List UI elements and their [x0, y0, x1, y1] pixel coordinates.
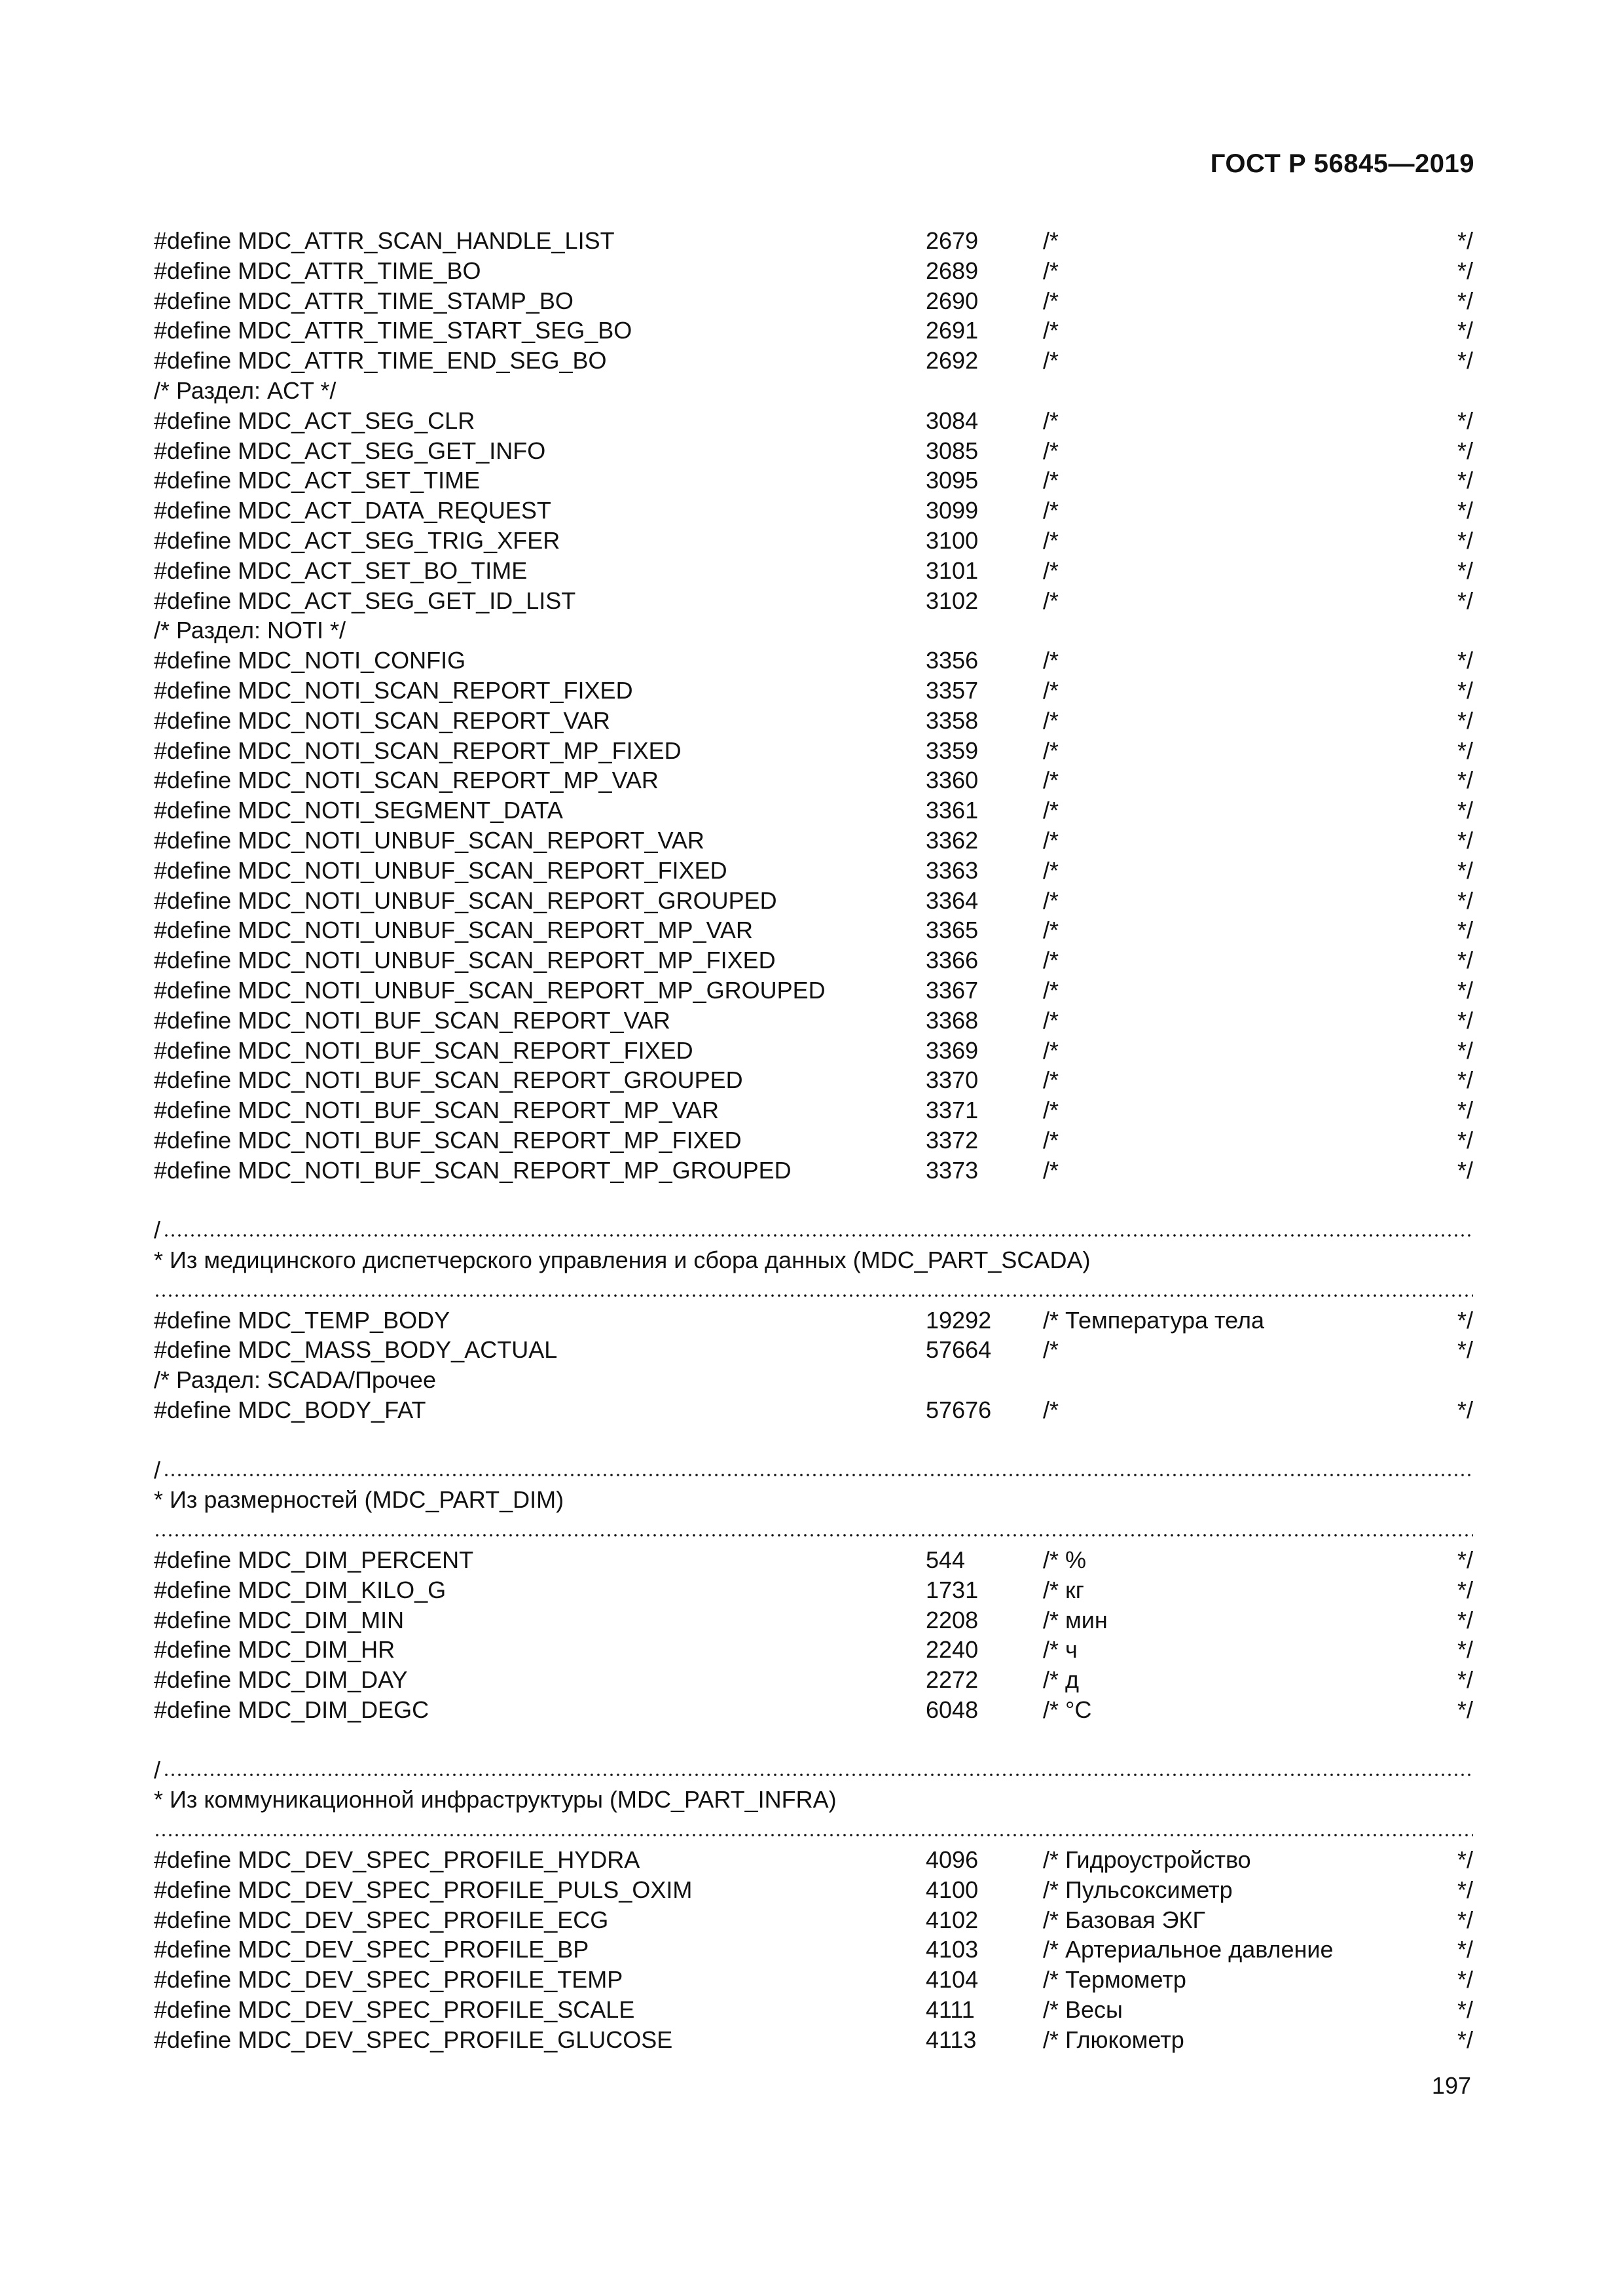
define-name: #define MDC_NOTI_BUF_SCAN_REPORT_VAR: [154, 1006, 670, 1034]
define-row: [154, 1095, 1473, 1125]
define-name: #define MDC_NOTI_BUF_SCAN_REPORT_MP_VAR: [154, 1097, 719, 1124]
comment-banner-top: [154, 1215, 1473, 1245]
spacer: [154, 1186, 1473, 1216]
comment-close: */: [1457, 1696, 1473, 1724]
define-comment: /* Пульсоксиметр: [1043, 1876, 1233, 1903]
comment-close: */: [1457, 467, 1473, 494]
define-name: #define MDC_NOTI_BUF_SCAN_REPORT_GROUPED: [154, 1066, 743, 1094]
define-name: #define MDC_DEV_SPEC_PROFILE_BP: [154, 1936, 589, 1963]
define-row: [154, 1845, 1473, 1875]
define-code: 3099: [926, 497, 979, 524]
define-row: [154, 406, 1473, 436]
comment-close: */: [1457, 1546, 1473, 1574]
define-name: #define MDC_ACT_DATA_REQUEST: [154, 497, 551, 524]
define-name: #define MDC_MASS_BODY_ACTUAL: [154, 1336, 558, 1364]
define-code: 1731: [926, 1576, 979, 1603]
define-code: 4111: [926, 1996, 975, 2024]
define-code: 2690: [926, 287, 979, 314]
define-comment: /*: [1043, 1396, 1059, 1424]
define-name: #define MDC_NOTI_SCAN_REPORT_FIXED: [154, 676, 633, 704]
define-code: 3362: [926, 826, 979, 854]
section-label-text: /* Раздел: SCADA/Прочее: [154, 1366, 436, 1394]
define-comment: /*: [1043, 706, 1059, 734]
comment-close: */: [1457, 1097, 1473, 1124]
page-number: 197: [1431, 2072, 1471, 2099]
comment-close: */: [1457, 257, 1473, 284]
asterisk-rule: [163, 1232, 1473, 1239]
define-comment: /*: [1043, 1336, 1059, 1364]
define-name: #define MDC_DIM_DAY: [154, 1666, 408, 1694]
comment-close: */: [1457, 317, 1473, 344]
comment-open-slash: /: [154, 1755, 162, 1785]
comment-close: */: [1457, 437, 1473, 464]
define-code: 3368: [926, 1006, 979, 1034]
define-comment: /*: [1043, 976, 1059, 1004]
attr-define-list: [154, 226, 1473, 376]
define-name: #define MDC_ATTR_TIME_START_SEG_BO: [154, 317, 632, 344]
define-code: 3367: [926, 976, 979, 1004]
define-code: 57676: [926, 1396, 992, 1424]
comment-close: */: [1457, 1636, 1473, 1664]
define-comment: /*: [1043, 1156, 1059, 1184]
comment-close: */: [1457, 526, 1473, 554]
define-row: [154, 945, 1473, 975]
asterisk-rule: [163, 1472, 1473, 1478]
section-title-text: * Из коммуникационной инфраструктуры (MDC_PART_INFRA): [154, 1786, 837, 1813]
comment-close: */: [1457, 947, 1473, 974]
comment-close: */: [1457, 647, 1473, 674]
define-code: 4100: [926, 1876, 979, 1903]
define-name: #define MDC_DEV_SPEC_PROFILE_HYDRA: [154, 1846, 640, 1874]
spacer: [154, 1425, 1473, 1455]
define-comment: /*: [1043, 737, 1059, 764]
scada-define-list: [154, 1305, 1473, 1366]
define-row: [154, 1335, 1473, 1365]
define-code: 3101: [926, 556, 979, 584]
define-code: 19292: [926, 1306, 992, 1334]
define-row: [154, 1635, 1473, 1665]
define-code: 4096: [926, 1846, 979, 1874]
define-row: [154, 1665, 1473, 1695]
comment-close: */: [1457, 767, 1473, 794]
code-listing: [154, 226, 1473, 2055]
comment-close: */: [1457, 826, 1473, 854]
define-row: [154, 556, 1473, 586]
comment-close: */: [1457, 587, 1473, 614]
define-row: [154, 1036, 1473, 1066]
define-row: [154, 975, 1473, 1006]
define-comment: /* Температура тела: [1043, 1306, 1264, 1334]
define-comment: /* °C: [1043, 1696, 1092, 1724]
comment-close: */: [1457, 1906, 1473, 1933]
define-comment: /*: [1043, 917, 1059, 944]
comment-close: */: [1457, 1066, 1473, 1094]
define-comment: /* ч: [1043, 1636, 1078, 1664]
define-name: #define MDC_NOTI_UNBUF_SCAN_REPORT_MP_GROUPED: [154, 976, 826, 1004]
define-code: 3102: [926, 587, 979, 614]
section-label-noti: [154, 615, 1473, 646]
define-comment: /*: [1043, 856, 1059, 884]
define-comment: /*: [1043, 587, 1059, 614]
scada-section-title: [154, 1245, 1473, 1275]
define-row: [154, 226, 1473, 256]
define-code: 3363: [926, 856, 979, 884]
dim-section-title: [154, 1485, 1473, 1515]
define-comment: /*: [1043, 556, 1059, 584]
define-row: [154, 1905, 1473, 1935]
comment-close: */: [1457, 886, 1473, 914]
define-row: [154, 286, 1473, 316]
define-code: 3360: [926, 767, 979, 794]
define-name: #define MDC_ATTR_TIME_END_SEG_BO: [154, 347, 607, 374]
define-row: [154, 1065, 1473, 1095]
define-row: [154, 1935, 1473, 1965]
define-row: [154, 1305, 1473, 1336]
scada-other-define-list: [154, 1395, 1473, 1425]
document-id: ГОСТ Р 56845—2019: [1210, 149, 1474, 178]
define-comment: /* Глюкометр: [1043, 2026, 1184, 2053]
define-code: 544: [926, 1546, 966, 1574]
define-name: #define MDC_ACT_SET_BO_TIME: [154, 556, 528, 584]
define-comment: /*: [1043, 347, 1059, 374]
define-comment: /* Термометр: [1043, 1966, 1186, 1994]
define-row: [154, 1695, 1473, 1725]
define-comment: /*: [1043, 227, 1059, 254]
define-row: [154, 1006, 1473, 1036]
define-comment: /*: [1043, 886, 1059, 914]
define-name: #define MDC_NOTI_BUF_SCAN_REPORT_MP_FIXED: [154, 1126, 742, 1154]
define-row: [154, 915, 1473, 945]
comment-banner-bottom: [154, 1515, 1473, 1545]
define-comment: /*: [1043, 647, 1059, 674]
define-row: [154, 1965, 1473, 1995]
define-comment: /*: [1043, 767, 1059, 794]
define-comment: /* д: [1043, 1666, 1080, 1694]
comment-banner-bottom: [154, 1815, 1473, 1845]
asterisk-rule: [154, 1532, 1473, 1539]
comment-close: */: [1457, 976, 1473, 1004]
define-row: [154, 706, 1473, 736]
define-code: 2208: [926, 1606, 979, 1633]
comment-close: */: [1457, 556, 1473, 584]
define-row: [154, 1995, 1473, 2025]
define-code: 3359: [926, 737, 979, 764]
comment-banner-top: [154, 1755, 1473, 1785]
define-code: 3095: [926, 467, 979, 494]
comment-close: */: [1457, 706, 1473, 734]
define-code: 4104: [926, 1966, 979, 1994]
define-comment: /*: [1043, 1066, 1059, 1094]
define-comment: /*: [1043, 467, 1059, 494]
define-comment: /*: [1043, 257, 1059, 284]
define-name: #define MDC_DEV_SPEC_PROFILE_SCALE: [154, 1996, 635, 2024]
define-name: #define MDC_DIM_MIN: [154, 1606, 405, 1633]
define-code: 3365: [926, 917, 979, 944]
comment-close: */: [1457, 227, 1473, 254]
define-name: #define MDC_NOTI_SEGMENT_DATA: [154, 797, 563, 824]
act-define-list: [154, 406, 1473, 616]
define-row: [154, 1575, 1473, 1605]
define-name: #define MDC_ACT_SET_TIME: [154, 467, 481, 494]
define-name: #define MDC_NOTI_SCAN_REPORT_VAR: [154, 706, 610, 734]
define-name: #define MDC_ATTR_TIME_STAMP_BO: [154, 287, 574, 314]
define-comment: /*: [1043, 826, 1059, 854]
define-comment: /*: [1043, 497, 1059, 524]
define-comment: /* мин: [1043, 1606, 1108, 1633]
define-comment: /*: [1043, 407, 1059, 434]
define-row: [154, 1875, 1473, 1905]
define-name: #define MDC_NOTI_BUF_SCAN_REPORT_FIXED: [154, 1036, 693, 1064]
define-code: 3084: [926, 407, 979, 434]
define-code: 4102: [926, 1906, 979, 1933]
define-name: #define MDC_NOTI_CONFIG: [154, 647, 466, 674]
comment-close: */: [1457, 287, 1473, 314]
define-comment: /*: [1043, 1036, 1059, 1064]
define-code: 3369: [926, 1036, 979, 1064]
define-code: 2689: [926, 257, 979, 284]
define-code: 3370: [926, 1066, 979, 1094]
dim-define-list: [154, 1545, 1473, 1725]
comment-close: */: [1457, 1666, 1473, 1694]
define-name: #define MDC_ACT_SEG_TRIG_XFER: [154, 526, 560, 554]
define-row: [154, 765, 1473, 795]
define-name: #define MDC_ACT_SEG_CLR: [154, 407, 475, 434]
define-code: 3364: [926, 886, 979, 914]
asterisk-rule: [163, 1772, 1473, 1778]
define-code: 6048: [926, 1696, 979, 1724]
comment-close: */: [1457, 347, 1473, 374]
define-code: 3371: [926, 1097, 979, 1124]
define-name: #define MDC_NOTI_UNBUF_SCAN_REPORT_FIXED: [154, 856, 727, 884]
spacer: [154, 1725, 1473, 1755]
define-row: [154, 1605, 1473, 1635]
define-row: [154, 676, 1473, 706]
comment-close: */: [1457, 1306, 1473, 1334]
section-label-text: /* Раздел: ACT */: [154, 376, 337, 404]
define-row: [154, 1156, 1473, 1186]
section-title-text: * Из медицинского диспетчерского управления и сбора данных (MDC_PART_SCADA): [154, 1247, 1091, 1274]
define-row: [154, 316, 1473, 346]
comment-close: */: [1457, 2026, 1473, 2053]
define-comment: /*: [1043, 1126, 1059, 1154]
define-comment: /*: [1043, 287, 1059, 314]
define-name: #define MDC_DIM_KILO_G: [154, 1576, 447, 1603]
define-comment: /* Артериальное давление: [1043, 1936, 1334, 1963]
define-code: 3366: [926, 947, 979, 974]
define-row: [154, 526, 1473, 556]
define-comment: /*: [1043, 947, 1059, 974]
define-code: 3361: [926, 797, 979, 824]
define-code: 3358: [926, 706, 979, 734]
define-name: #define MDC_NOTI_UNBUF_SCAN_REPORT_GROUPED: [154, 886, 777, 914]
define-name: #define MDC_DIM_DEGC: [154, 1696, 429, 1724]
comment-close: */: [1457, 1126, 1473, 1154]
comment-close: */: [1457, 1846, 1473, 1874]
define-name: #define MDC_TEMP_BODY: [154, 1306, 450, 1334]
define-code: 2691: [926, 317, 979, 344]
define-code: 2692: [926, 347, 979, 374]
define-name: #define MDC_NOTI_UNBUF_SCAN_REPORT_MP_VAR: [154, 917, 753, 944]
define-row: [154, 826, 1473, 856]
comment-close: */: [1457, 797, 1473, 824]
define-name: #define MDC_DEV_SPEC_PROFILE_GLUCOSE: [154, 2026, 673, 2053]
define-row: [154, 256, 1473, 286]
define-comment: /* Базовая ЭКГ: [1043, 1906, 1205, 1933]
define-comment: /*: [1043, 1006, 1059, 1034]
define-name: #define MDC_DEV_SPEC_PROFILE_PULS_OXIM: [154, 1876, 693, 1903]
define-row: [154, 496, 1473, 526]
define-name: #define MDC_NOTI_SCAN_REPORT_MP_FIXED: [154, 737, 682, 764]
define-name: #define MDC_ATTR_TIME_BO: [154, 257, 481, 284]
comment-close: */: [1457, 917, 1473, 944]
comment-close: */: [1457, 1936, 1473, 1963]
define-row: [154, 646, 1473, 676]
define-row: [154, 2025, 1473, 2055]
define-comment: /*: [1043, 526, 1059, 554]
comment-close: */: [1457, 407, 1473, 434]
comment-close: */: [1457, 1156, 1473, 1184]
define-name: #define MDC_NOTI_UNBUF_SCAN_REPORT_MP_FIXED: [154, 947, 776, 974]
define-row: [154, 346, 1473, 376]
infra-section-title: [154, 1785, 1473, 1815]
comment-banner-top: [154, 1455, 1473, 1485]
define-name: #define MDC_NOTI_UNBUF_SCAN_REPORT_VAR: [154, 826, 704, 854]
comment-close: */: [1457, 1396, 1473, 1424]
define-code: 2272: [926, 1666, 979, 1694]
comment-close: */: [1457, 497, 1473, 524]
asterisk-rule: [154, 1292, 1473, 1299]
define-row: [154, 465, 1473, 496]
define-comment: /* кг: [1043, 1576, 1084, 1603]
define-row: [154, 856, 1473, 886]
define-row: [154, 886, 1473, 916]
define-name: #define MDC_NOTI_BUF_SCAN_REPORT_MP_GROUPED: [154, 1156, 792, 1184]
comment-close: */: [1457, 1876, 1473, 1903]
define-name: #define MDC_DEV_SPEC_PROFILE_TEMP: [154, 1966, 623, 1994]
define-name: #define MDC_ATTR_SCAN_HANDLE_LIST: [154, 227, 615, 254]
define-name: #define MDC_DEV_SPEC_PROFILE_ECG: [154, 1906, 609, 1933]
comment-close: */: [1457, 1996, 1473, 2024]
define-name: #define MDC_ACT_SEG_GET_ID_LIST: [154, 587, 576, 614]
comment-close: */: [1457, 1576, 1473, 1603]
comment-close: */: [1457, 1036, 1473, 1064]
define-name: #define MDC_BODY_FAT: [154, 1396, 426, 1424]
define-row: [154, 795, 1473, 826]
section-title-text: * Из размерностей (MDC_PART_DIM): [154, 1486, 564, 1514]
define-code: 3085: [926, 437, 979, 464]
comment-close: */: [1457, 1606, 1473, 1633]
define-comment: /* Гидроустройство: [1043, 1846, 1251, 1874]
comment-close: */: [1457, 1966, 1473, 1994]
define-comment: /*: [1043, 797, 1059, 824]
define-comment: /*: [1043, 317, 1059, 344]
comment-close: */: [1457, 1006, 1473, 1034]
define-code: 3373: [926, 1156, 979, 1184]
define-name: #define MDC_NOTI_SCAN_REPORT_MP_VAR: [154, 767, 659, 794]
comment-open-slash: /: [154, 1455, 162, 1485]
asterisk-rule: [154, 1832, 1473, 1838]
section-label-act: [154, 376, 1473, 406]
define-code: 4113: [926, 2026, 977, 2053]
comment-open-slash: /: [154, 1215, 162, 1245]
define-comment: /*: [1043, 676, 1059, 704]
define-comment: /*: [1043, 1097, 1059, 1124]
noti-define-list: [154, 646, 1473, 1185]
define-row: [154, 736, 1473, 766]
comment-close: */: [1457, 856, 1473, 884]
infra-define-list: [154, 1845, 1473, 2055]
section-label-text: /* Раздел: NOTI */: [154, 617, 346, 644]
define-code: 57664: [926, 1336, 992, 1364]
define-code: 2240: [926, 1636, 979, 1664]
define-comment: /* Весы: [1043, 1996, 1123, 2024]
comment-banner-bottom: [154, 1275, 1473, 1305]
define-name: #define MDC_DIM_HR: [154, 1636, 395, 1664]
comment-close: */: [1457, 676, 1473, 704]
define-row: [154, 1395, 1473, 1425]
define-code: 4103: [926, 1936, 979, 1963]
define-comment: /*: [1043, 437, 1059, 464]
define-row: [154, 436, 1473, 466]
comment-close: */: [1457, 737, 1473, 764]
define-code: 3356: [926, 647, 979, 674]
define-row: [154, 1545, 1473, 1575]
define-name: #define MDC_DIM_PERCENT: [154, 1546, 474, 1574]
define-comment: /* %: [1043, 1546, 1087, 1574]
define-row: [154, 586, 1473, 616]
comment-close: */: [1457, 1336, 1473, 1364]
define-code: 2679: [926, 227, 979, 254]
define-code: 3100: [926, 526, 979, 554]
define-name: #define MDC_ACT_SEG_GET_INFO: [154, 437, 546, 464]
define-row: [154, 1125, 1473, 1156]
define-code: 3372: [926, 1126, 979, 1154]
define-code: 3357: [926, 676, 979, 704]
section-label-scada-other: [154, 1365, 1473, 1395]
